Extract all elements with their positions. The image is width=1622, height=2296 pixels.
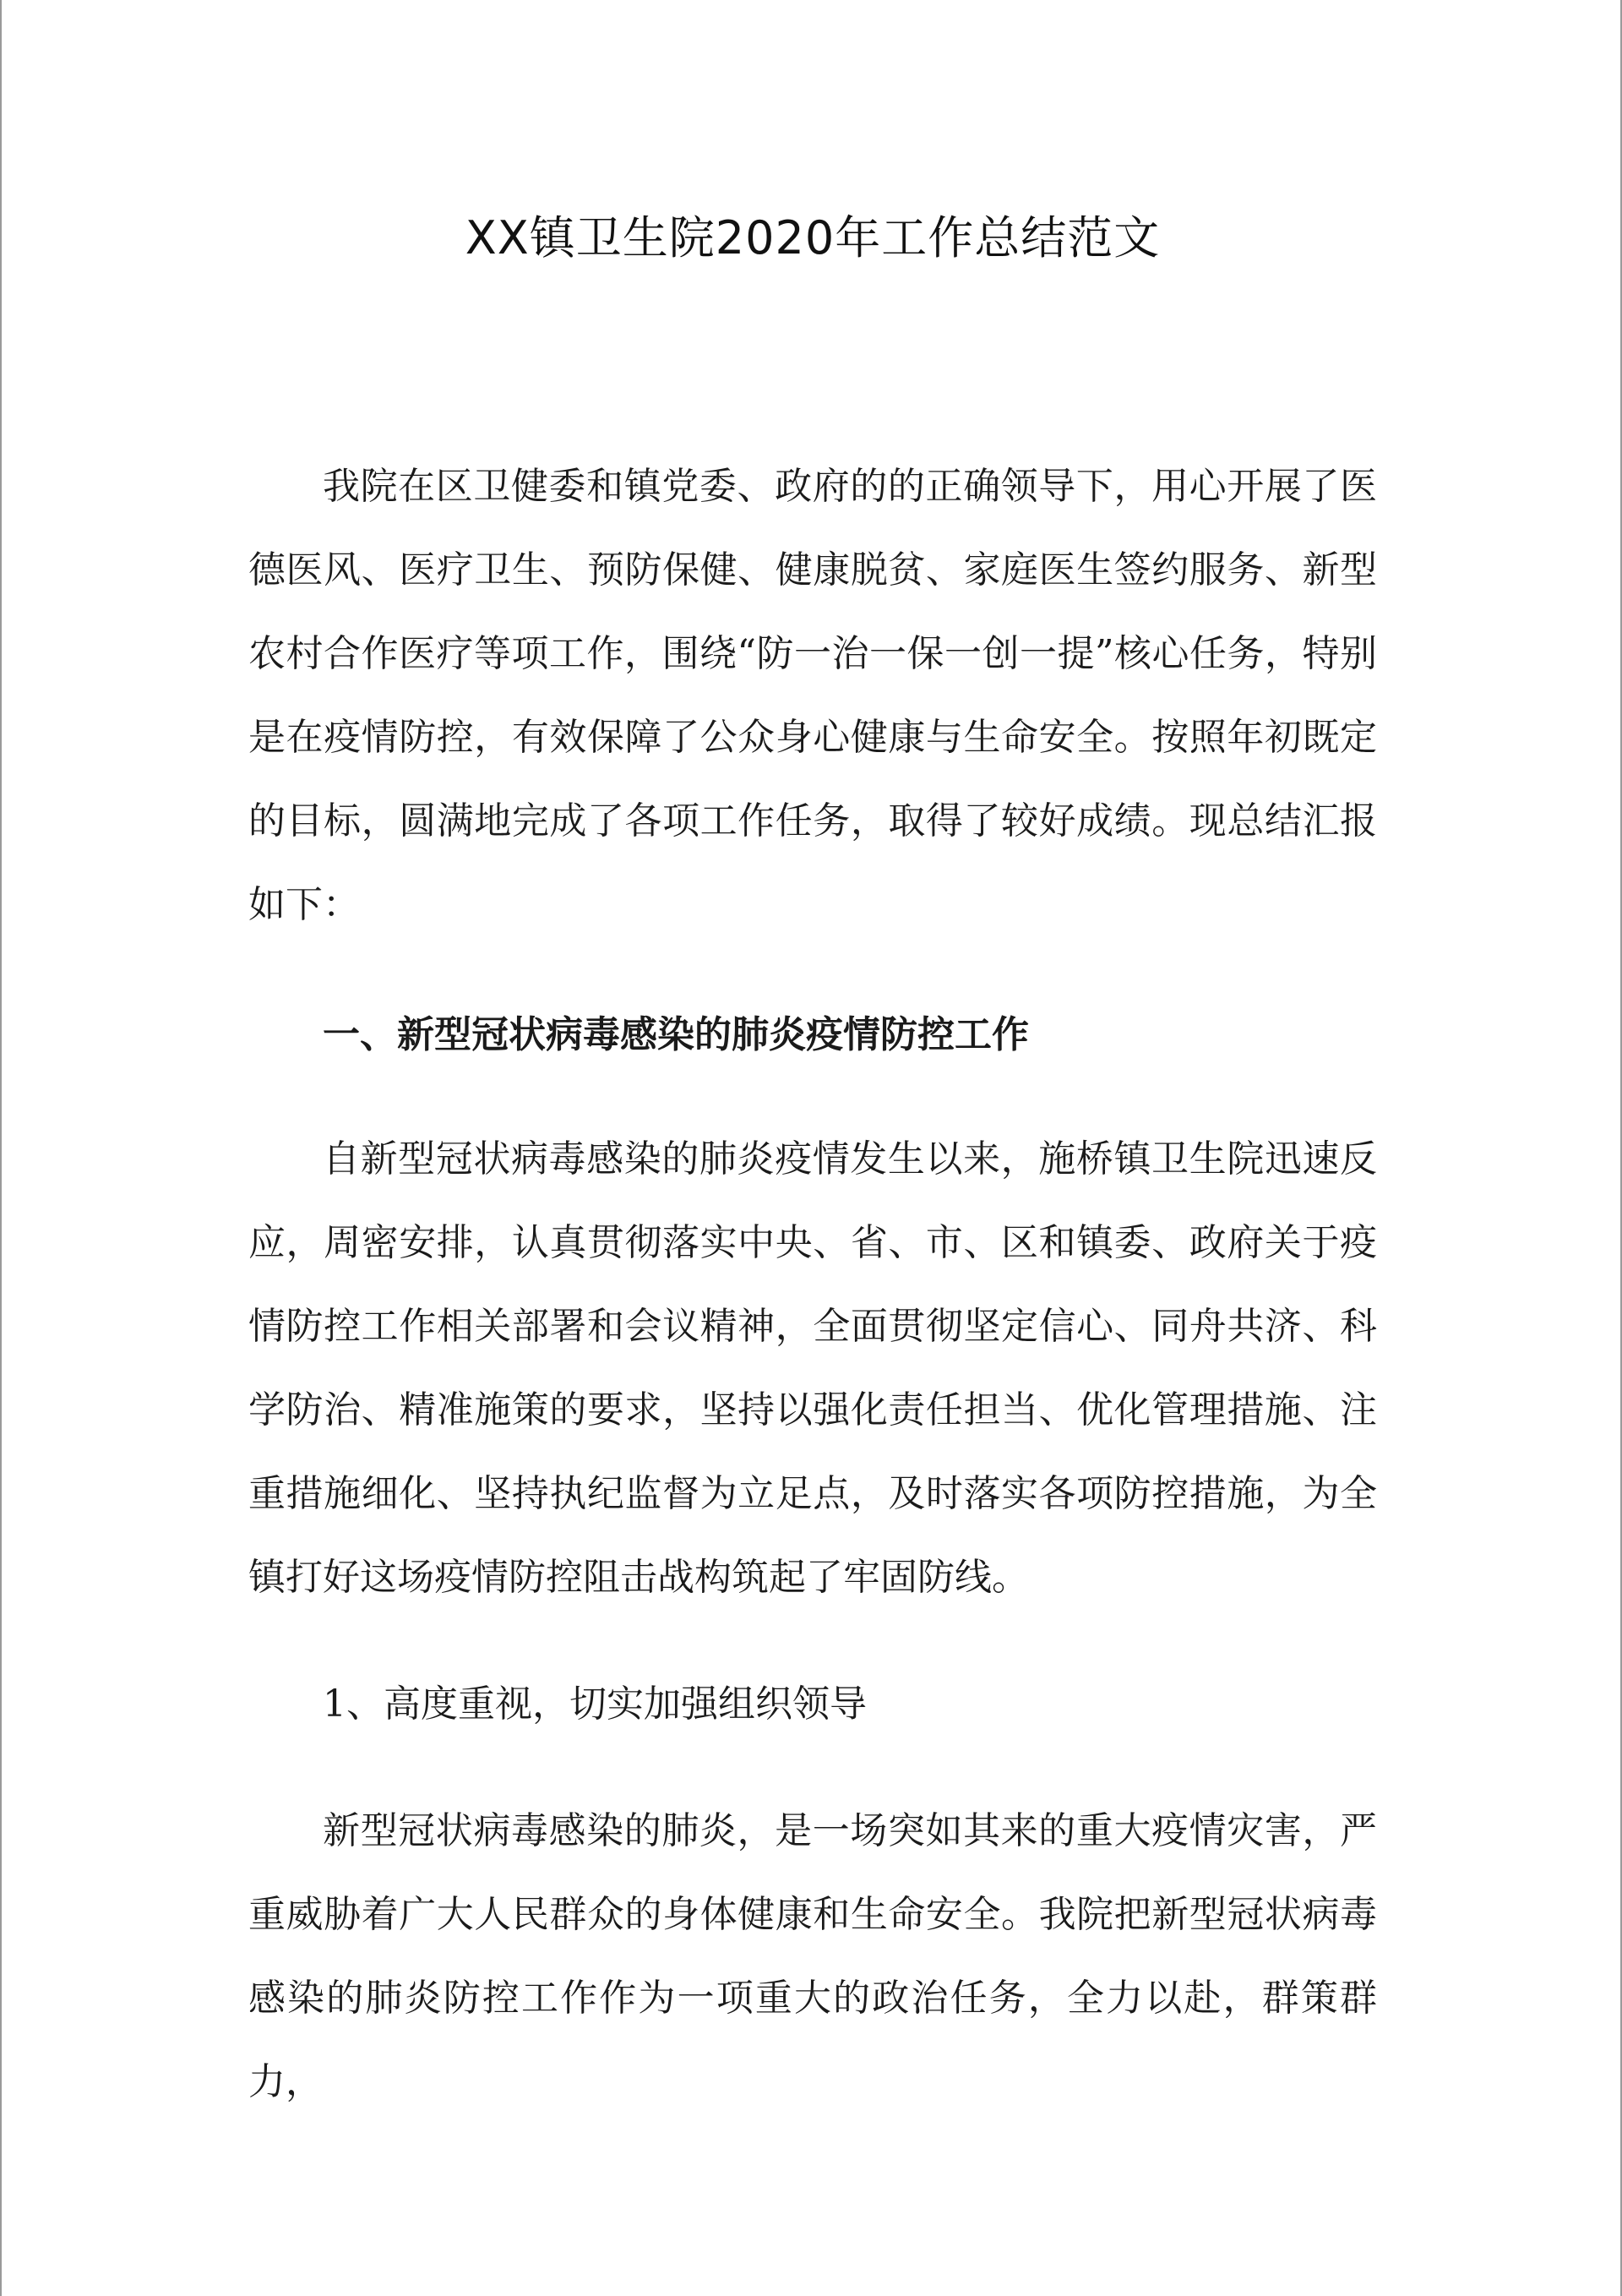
subsection1-heading-block <box>248 1662 1377 1746</box>
document-title: XX镇卫生院2020年工作总结范文 <box>465 211 1161 265</box>
intro-paragraph: 我院在区卫健委和镇党委、政府的的正确领导下，用心开展了医德医风、医疗卫生、预防保健、健康脱贫、家庭医生签约服务、新型农村合作医疗等项工作，围绕“防一治一保一创一提”核心任务，特别是在疫情防控，有效保障了公众身心健康与生命安全。按照年初既定的目标，圆满地完成了各项工作任务，取得了较好成绩。现总结汇报如下： <box>248 465 1377 926</box>
subsection1-heading: 1、高度重视，切实加强组织领导 <box>323 1682 867 1726</box>
intro-paragraph-block <box>248 444 1377 946</box>
subsection1-paragraph: 新型冠状病毒感染的肺炎，是一场突如其来的重大疫情灾害，严重威胁着广大人民群众的身体健康和生命安全。我院把新型冠状病毒感染的肺炎防控工作作为一项重大的政治任务，全力以赴，群策群力， <box>248 1809 1377 2103</box>
section1-paragraph: 自新型冠状病毒感染的肺炎疫情发生以来，施桥镇卫生院迅速反应，周密安排，认真贯彻落实中央、省、市、区和镇委、政府关于疫情防控工作相关部署和会议精神，全面贯彻坚定信心、同舟共济、科学防治、精准施策的要求，坚持以强化责任担当、优化管理措施、注重措施细化、坚持执纪监督为立足点，及时落实各项防控措施，为全镇打好这场疫情防控阻击战构筑起了牢固防线。 <box>248 1137 1377 1599</box>
section1-heading-block <box>248 993 1377 1077</box>
subsection1-paragraph-block <box>248 1789 1377 2124</box>
section1-paragraph-block <box>248 1117 1377 1619</box>
section1-heading: 一、新型冠状病毒感染的肺炎疫情防控工作 <box>323 1013 1029 1056</box>
